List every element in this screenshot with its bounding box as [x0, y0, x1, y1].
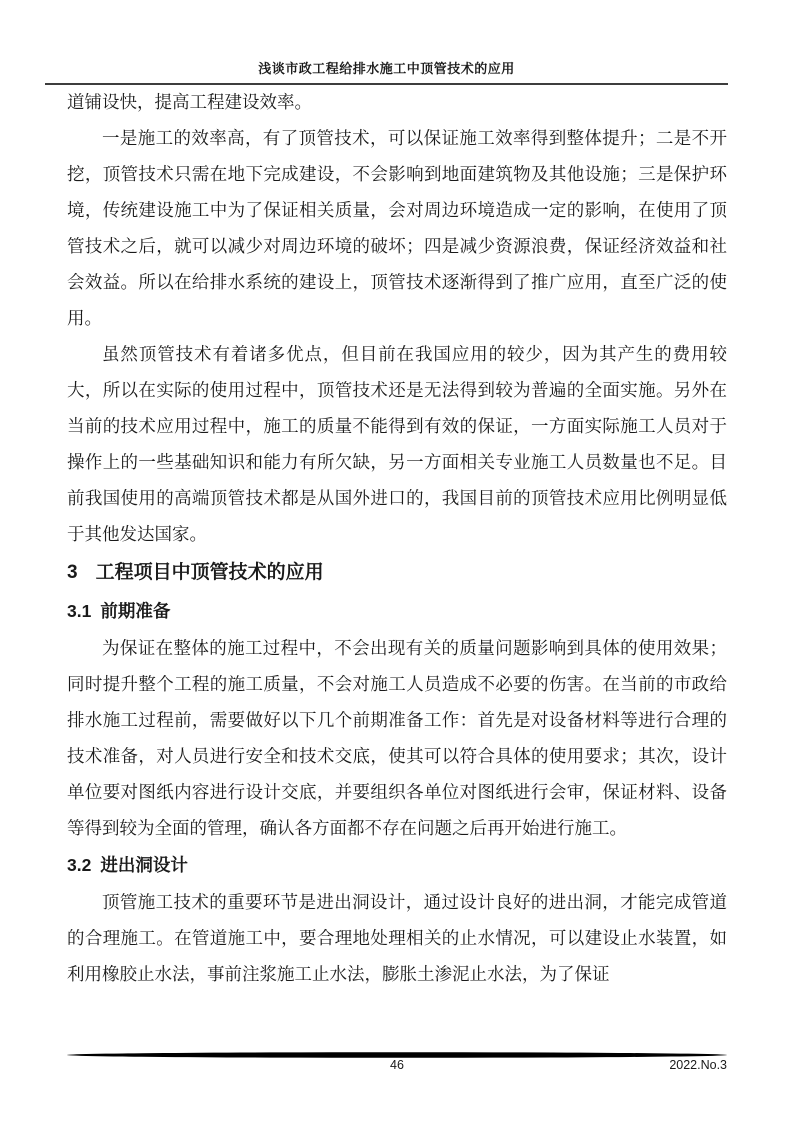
subsection-title: 进出洞设计 — [100, 855, 188, 875]
body-paragraph: 一是施工的效率高，有了顶管技术，可以保证施工效率得到整体提升；二是不开挖，顶管技术只需在地下完成建设，不会影响到地面建筑物及其他设施；三是保护环境，传统建设施工中为了保证相关质量，会对周边环境造成一定的影响，在使用了顶管技术之后，就可以减少对周边环境的破坏；四是减少资源浪费，保证经济效益和社会效益。所以在给排水系统的建设上，顶管技术逐渐得到了推广应用，直至广泛的使用。 — [67, 128, 727, 328]
issue-label: 2022.No.3 — [669, 1058, 727, 1072]
subsection-heading — [67, 592, 727, 630]
running-header-title: 浅谈市政工程给排水施工中顶管技术的应用 — [258, 61, 515, 76]
body-paragraph: 为保证在整体的施工过程中，不会出现有关的质量问题影响到具体的使用效果；同时提升整个工程的施工质量，不会对施工人员造成不必要的伤害。在当前的市政给排水施工过程前，需要做好以下几个前期准备工作：首先是对设备材料等进行合理的技术准备，对人员进行安全和技术交底，使其可以符合具体的使用要求；其次，设计单位要对图纸内容进行设计交底，并要组织各单位对图纸进行会审，保证材料、设备等得到较为全面的管理，确认各方面都不存在问题之后再开始进行施工。 — [67, 638, 727, 838]
section-heading — [67, 554, 727, 592]
body-paragraph: 虽然顶管技术有着诸多优点，但目前在我国应用的较少，因为其产生的费用较大，所以在实际的使用过程中，顶管技术还是无法得到较为普遍的全面实施。另外在当前的技术应用过程中，施工的质量不能得到有效的保证，一方面实际施工人员对于操作上的一些基础知识和能力有所欠缺，另一方面相关专业施工人员数量也不足。目前我国使用的高端顶管技术都是从国外进口的，我国目前的顶管技术应用比例明显低于其他发达国家。 — [67, 344, 727, 544]
continuation-paragraph: 道铺设快，提高工程建设效率。 — [67, 92, 312, 112]
body-paragraph: 顶管施工技术的重要环节是进出洞设计，通过设计良好的进出洞，才能完成管道的合理施工。在管道施工中，要合理地处理相关的止水情况，可以建设止水装置，如利用橡胶止水法，事前注浆施工止水法，膨胀土渗泥止水法，为了保证 — [67, 892, 727, 984]
subsection-title: 前期准备 — [100, 601, 171, 621]
page-footer — [67, 1055, 727, 1075]
subsection-heading — [67, 846, 727, 884]
page-body — [67, 84, 727, 992]
section-title: 工程项目中顶管技术的应用 — [95, 562, 324, 583]
subsection-number: 3.2 — [67, 855, 92, 875]
page-number: 46 — [390, 1058, 404, 1072]
section-number: 3 — [67, 562, 78, 583]
subsection-number: 3.1 — [67, 601, 92, 621]
